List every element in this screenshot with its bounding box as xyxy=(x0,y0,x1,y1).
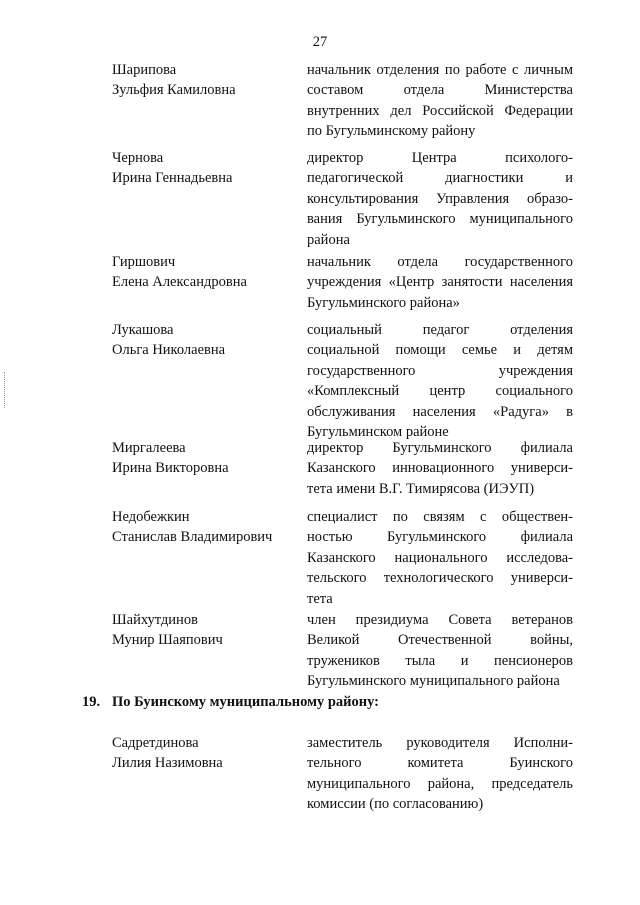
role-line: директор Центра психолого- xyxy=(307,150,573,166)
role-line: обслуживания населения «Радуга» в xyxy=(307,403,573,420)
member-role xyxy=(307,252,573,313)
surname: Недобежкин xyxy=(112,509,190,525)
member-name xyxy=(112,148,292,188)
role-line: Бугульминского муниципального района xyxy=(307,673,560,690)
surname: Гиршович xyxy=(112,254,176,270)
member-name xyxy=(112,320,292,360)
role-line: комиссии (по согласованию) xyxy=(307,796,484,813)
surname: Чернова xyxy=(112,150,164,166)
given-names: Ирина Викторовна xyxy=(112,460,229,476)
member-name xyxy=(112,60,292,100)
page-number: 27 xyxy=(312,34,328,50)
role-line: «Комплексный центр социального xyxy=(307,383,573,400)
role-line: тета имени В.Г. Тимирясова (ИЭУП) xyxy=(307,480,535,497)
member-role xyxy=(307,438,573,499)
role-line: Казанского инновационного универси- xyxy=(307,460,573,477)
role-line: тельского технологического универси- xyxy=(307,570,573,587)
member-role xyxy=(307,320,573,442)
role-line: муниципального района, председатель xyxy=(307,775,573,792)
margin-marks xyxy=(4,372,7,408)
role-line: начальник отдела государственного xyxy=(307,254,573,270)
member-name xyxy=(112,610,292,650)
role-line: Бугульминском районе xyxy=(307,424,449,441)
member-name xyxy=(112,733,292,773)
role-line: составом отдела Министерства xyxy=(307,82,573,99)
role-line: социальной помощи семье и детям xyxy=(307,342,573,359)
section-heading xyxy=(82,694,379,711)
given-names: Ольга Николаевна xyxy=(112,342,226,358)
role-line: педагогической диагностики и xyxy=(307,170,573,187)
role-line: Великой Отечественной войны, xyxy=(307,632,573,649)
role-line: учреждения «Центр занятости населения xyxy=(307,274,573,291)
given-names: Станислав Владимирович xyxy=(112,529,273,545)
surname: Шарипова xyxy=(112,62,177,78)
role-line: тельного комитета Буинского xyxy=(307,755,573,772)
given-names: Мунир Шаяпович xyxy=(112,632,223,648)
given-names: Елена Александровна xyxy=(112,274,247,290)
member-name xyxy=(112,438,292,478)
member-role xyxy=(307,507,573,609)
role-line: социальный педагог отделения xyxy=(307,322,573,338)
role-line: тета xyxy=(307,590,333,607)
member-role xyxy=(307,148,573,250)
section-number: 19. xyxy=(82,694,101,710)
member-name xyxy=(112,507,292,547)
role-line: тружеников тыла и пенсионеров xyxy=(307,652,573,669)
role-line: начальник отделения по работе с личным xyxy=(307,62,573,78)
member-name xyxy=(112,252,292,292)
role-line: ностью Бугульминского филиала xyxy=(307,529,573,546)
member-role xyxy=(307,60,573,142)
surname: Лукашова xyxy=(112,322,174,338)
section-title: По Буинскому муниципальному району: xyxy=(112,694,379,710)
role-line: внутренних дел Российской Федерации xyxy=(307,102,573,119)
role-line: директор Бугульминского филиала xyxy=(307,440,573,456)
role-line: по Бугульминскому району xyxy=(307,123,476,140)
surname: Миргалеева xyxy=(112,440,186,456)
role-line: вания Бугульминского муниципального xyxy=(307,211,573,228)
role-line: района xyxy=(307,231,350,248)
given-names: Лилия Назимовна xyxy=(112,755,223,771)
role-line: Казанского национального исследова- xyxy=(307,549,573,566)
role-line: специалист по связям с обществен- xyxy=(307,509,573,525)
role-line: Бугульминского района» xyxy=(307,294,460,311)
member-role xyxy=(307,610,573,692)
role-line: консультирования Управления образо- xyxy=(307,190,573,207)
member-role xyxy=(307,733,573,815)
given-names: Ирина Геннадьевна xyxy=(112,170,233,186)
role-line: заместитель руководителя Исполни- xyxy=(307,735,573,751)
surname: Шайхутдинов xyxy=(112,612,198,628)
role-line: государственного учреждения xyxy=(307,362,573,379)
surname: Садретдинова xyxy=(112,735,199,751)
role-line: член президиума Совета ветеранов xyxy=(307,612,573,628)
given-names: Зульфия Камиловна xyxy=(112,82,236,98)
